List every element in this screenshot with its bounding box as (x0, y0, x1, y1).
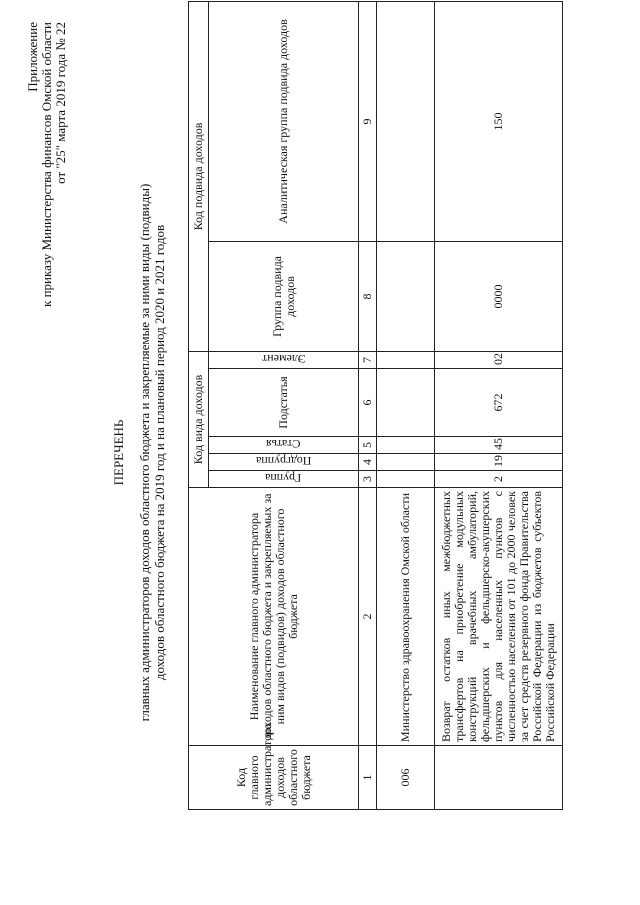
column-number: 3 (359, 471, 377, 488)
group-cell (377, 471, 435, 488)
column-number: 4 (359, 454, 377, 471)
header-row-1 (189, 1, 209, 809)
header-income-subtype-code: Код подвида доходов (189, 1, 209, 351)
admin-code-cell: 006 (377, 746, 435, 810)
column-number: 1 (359, 746, 377, 810)
subtype-group-cell (377, 241, 435, 351)
annex-order: к приказу Министерства финансов Омской области (39, 22, 54, 307)
article-cell (377, 437, 435, 454)
element-cell: 02 (435, 351, 563, 368)
header-subgroup-label: Подгруппа (255, 454, 312, 468)
column-number: 7 (359, 351, 377, 368)
admin-name-cell: Министерство здравоохранения Омской области (377, 488, 435, 746)
header-group-label: Группа (265, 471, 302, 485)
header-name: Наименование главного администратора доходов областного бюджета и закрепляемых за ним видов (подвидов) доходов областного бюджета (189, 488, 359, 746)
subarticle-cell: 672 (435, 369, 563, 437)
header-article (209, 437, 359, 454)
header-group (209, 471, 359, 488)
document-heading: ПЕРЕЧЕНЬ (111, 419, 126, 486)
header-subtype-group: Группа подвида доходов (209, 241, 359, 351)
column-number: 9 (359, 1, 377, 241)
admin-name-cell: Возврат остатков иных межбюджетных трансфертов на приобретение модульных конструкций врачебных амбулаторий, фельдшерских и фельдшерско-акушерских пунктов для населенных пунктов с численностью населения от 101 до 2000 человек за счет средств резервного фонда Правительства Российской Федерации из бюджетов субъектов Российской Федерации (435, 488, 563, 746)
header-income-type-code: Код вида доходов (189, 351, 209, 487)
analytic-group-cell (377, 1, 435, 241)
header-subgroup (209, 454, 359, 471)
header-subarticle: Подстатья (209, 369, 359, 437)
subgroup-cell: 19 (435, 454, 563, 471)
header-admin-code: Код главного администратора доходов областного бюджета (189, 746, 359, 810)
header-element-label: Элемент (261, 352, 306, 366)
column-number: 5 (359, 437, 377, 454)
subarticle-cell (377, 369, 435, 437)
table-row (377, 1, 435, 809)
group-cell: 2 (435, 471, 563, 488)
table-row (435, 1, 563, 809)
article-cell: 45 (435, 437, 563, 454)
revenue-table (188, 1, 563, 810)
annex-date: от "25" марта 2019 года № 22 (53, 22, 68, 184)
admin-code-cell (435, 746, 563, 810)
document-title-line-1: главных администраторов доходов областного бюджета и закрепляемые за ними виды (подвиды) (137, 183, 152, 722)
column-number: 2 (359, 488, 377, 746)
annex-block (26, 22, 68, 307)
header-element (209, 351, 359, 368)
header-article-label: Статья (266, 437, 301, 451)
annex-title: Приложение (25, 22, 40, 92)
subgroup-cell (377, 454, 435, 471)
document-title-line-2: доходов областного бюджета на 2019 год и на плановый период 2020 и 2021 годов (152, 224, 167, 681)
subtype-group-cell: 0000 (435, 241, 563, 351)
column-number: 6 (359, 369, 377, 437)
column-number: 8 (359, 241, 377, 351)
column-number-row (359, 1, 377, 809)
analytic-group-cell: 150 (435, 1, 563, 241)
element-cell (377, 351, 435, 368)
header-analytic-group: Аналитическая группа подвида доходов (209, 1, 359, 241)
